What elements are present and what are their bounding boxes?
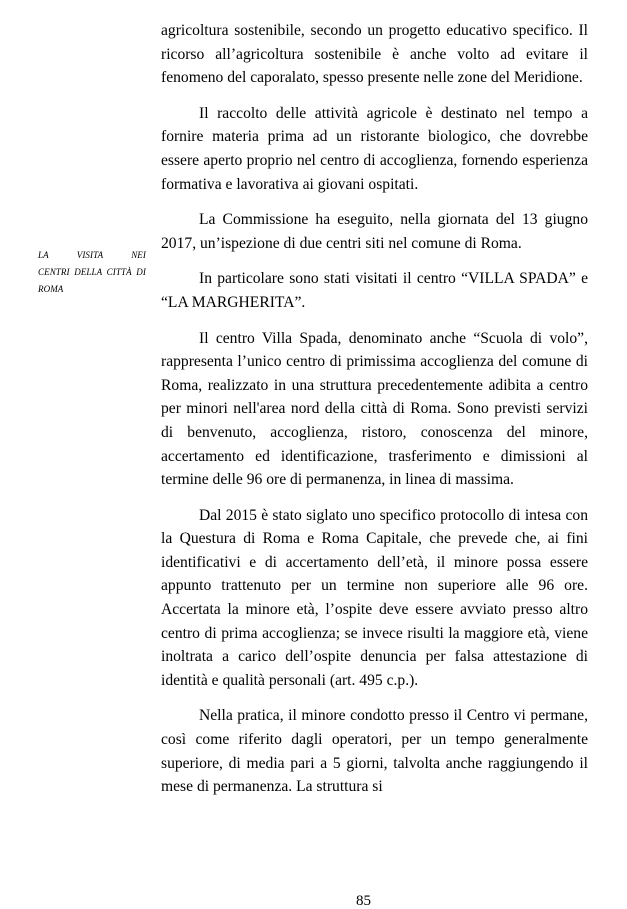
- paragraph-2: Il raccolto delle attività agricole è destinato nel tempo a fornire materia prima ad un ristorante biologico, che dovrebbe essere aperto proprio nel centro di accoglienza, fornendo esperienza formativa e lavorativa ai giovani ospitati.: [161, 104, 588, 193]
- paragraph-7: Nella pratica, il minore condotto presso il Centro vi permane, così come riferito dagli operatori, per un tempo generalmente superiore, di media pari a 5 giorni, talvolta anche raggiungendo il mese di permanenza. La struttura si: [161, 707, 588, 796]
- paragraph-1: agricoltura sostenibile, secondo un progetto educativo specifico. Il ricorso all’agricoltura sostenibile è anche volto ad evitare il fenomeno del caporalato, spesso presente nelle zone del Meridione.: [161, 22, 588, 87]
- body-text-column: [161, 19, 588, 811]
- margin-note-line-2: CENTRI DELLA CITTÀ DI ROMA: [38, 267, 146, 294]
- paragraph-4: In particolare sono stati visitati il centro “VILLA SPADA” e “LA MARGHERITA”.: [161, 270, 588, 311]
- margin-note: [38, 247, 146, 298]
- paragraph-5: Il centro Villa Spada, denominato anche “Scuola di volo”, rappresenta l’unico centro di primissima accoglienza del comune di Roma, realizzato in una struttura precedentemente adibita a centro per minori nell'area nord della città di Roma. Sono previsti servizi di benvenuto, accoglienza, ristoro, conoscenza del minore, accertamento ed identificazione, trasferimento e dimissioni al termine delle 96 ore di permanenza, in linea di massima.: [161, 329, 588, 489]
- margin-note-line-1: LA VISITA NEI: [38, 250, 146, 260]
- paragraph-3: La Commissione ha eseguito, nella giornata del 13 giugno 2017, un’ispezione di due centri siti nel comune di Roma.: [161, 211, 588, 252]
- paragraph-6: Dal 2015 è stato siglato uno specifico protocollo di intesa con la Questura di Roma e Roma Capitale, che prevede che, ai fini identificativi e di accertamento dell’età, il minore possa essere appunto trattenuto per un termine non superiore alle 96 ore. Accertata la minore età, l’ospite deve essere avviato presso altro centro di prima accoglienza; se invece risulti la maggiore età, viene inoltrata a carico dell’ospite denuncia per falsa attestazione di identità e qualità personali (art. 495 c.p.).: [161, 506, 588, 689]
- page-number: 85: [356, 893, 371, 909]
